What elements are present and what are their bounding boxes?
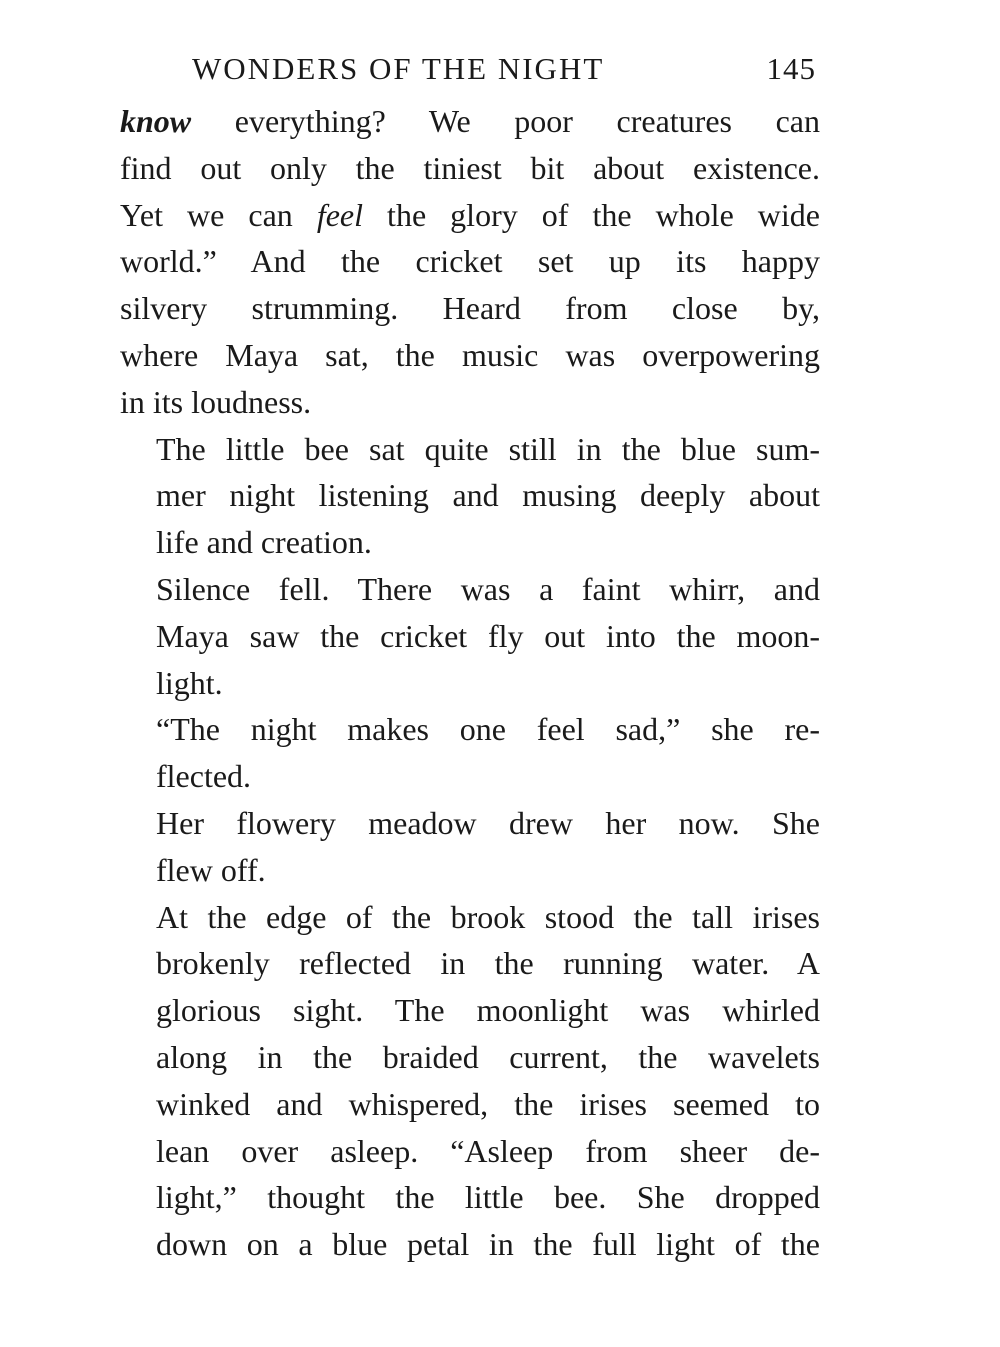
text-line: glorious sight. The moonlight was whirled [156, 992, 820, 1029]
paragraph [120, 98, 820, 426]
text-line: Yet we can feel the glory of the whole wide [120, 196, 821, 233]
text-line: flected. [156, 758, 252, 795]
text-line: mer night listening and musing deeply about [156, 477, 820, 514]
paragraph [120, 426, 820, 566]
chapter-title: WONDERS OF THE NIGHT [192, 51, 605, 86]
running-head [120, 40, 820, 98]
paragraph [120, 566, 820, 706]
text-line: flew off. [156, 851, 266, 888]
emphasis: feel [316, 196, 364, 233]
book-page [120, 40, 820, 1268]
text-line: Maya saw the cricket fly out into the moon- [156, 617, 820, 654]
text-line: lean over asleep. “Asleep from sheer de- [156, 1132, 820, 1169]
text-line: “The night makes one feel sad,” she re- [156, 711, 820, 748]
text-line: Silence fell. There was a faint whirr, and [156, 570, 820, 607]
text-line: silvery strumming. Heard from close by, [120, 290, 820, 327]
paragraph [120, 894, 820, 1268]
text-line: world.” And the cricket set up its happy [120, 243, 820, 280]
text-line: Her flowery meadow drew her now. She [156, 804, 820, 841]
text-line: in its loudness. [120, 383, 312, 420]
paragraph [120, 706, 820, 800]
text-line: light. [156, 664, 223, 701]
text-line: brokenly reflected in the running water. A [156, 945, 820, 982]
text-line: down on a blue petal in the full light of the [156, 1226, 820, 1263]
text-line: The little bee sat quite still in the blue sum- [156, 430, 820, 467]
text-line: At the edge of the brook stood the tall irises [156, 898, 820, 935]
text-line: along in the braided current, the wavelets [156, 1038, 820, 1075]
emphasis: know [120, 103, 192, 139]
text-line: find out only the tiniest bit about existence. [120, 149, 820, 186]
text-line: where Maya sat, the music was overpowering [120, 336, 820, 373]
text-line: light,” thought the little bee. She dropped [156, 1179, 820, 1216]
page-number: 145 [766, 51, 816, 86]
paragraph [120, 800, 820, 894]
text-line: know everything? We poor creatures can [120, 103, 820, 139]
body-text [120, 98, 820, 1268]
text-line: life and creation. [156, 524, 372, 561]
text-line: winked and whispered, the irises seemed to [156, 1085, 820, 1122]
